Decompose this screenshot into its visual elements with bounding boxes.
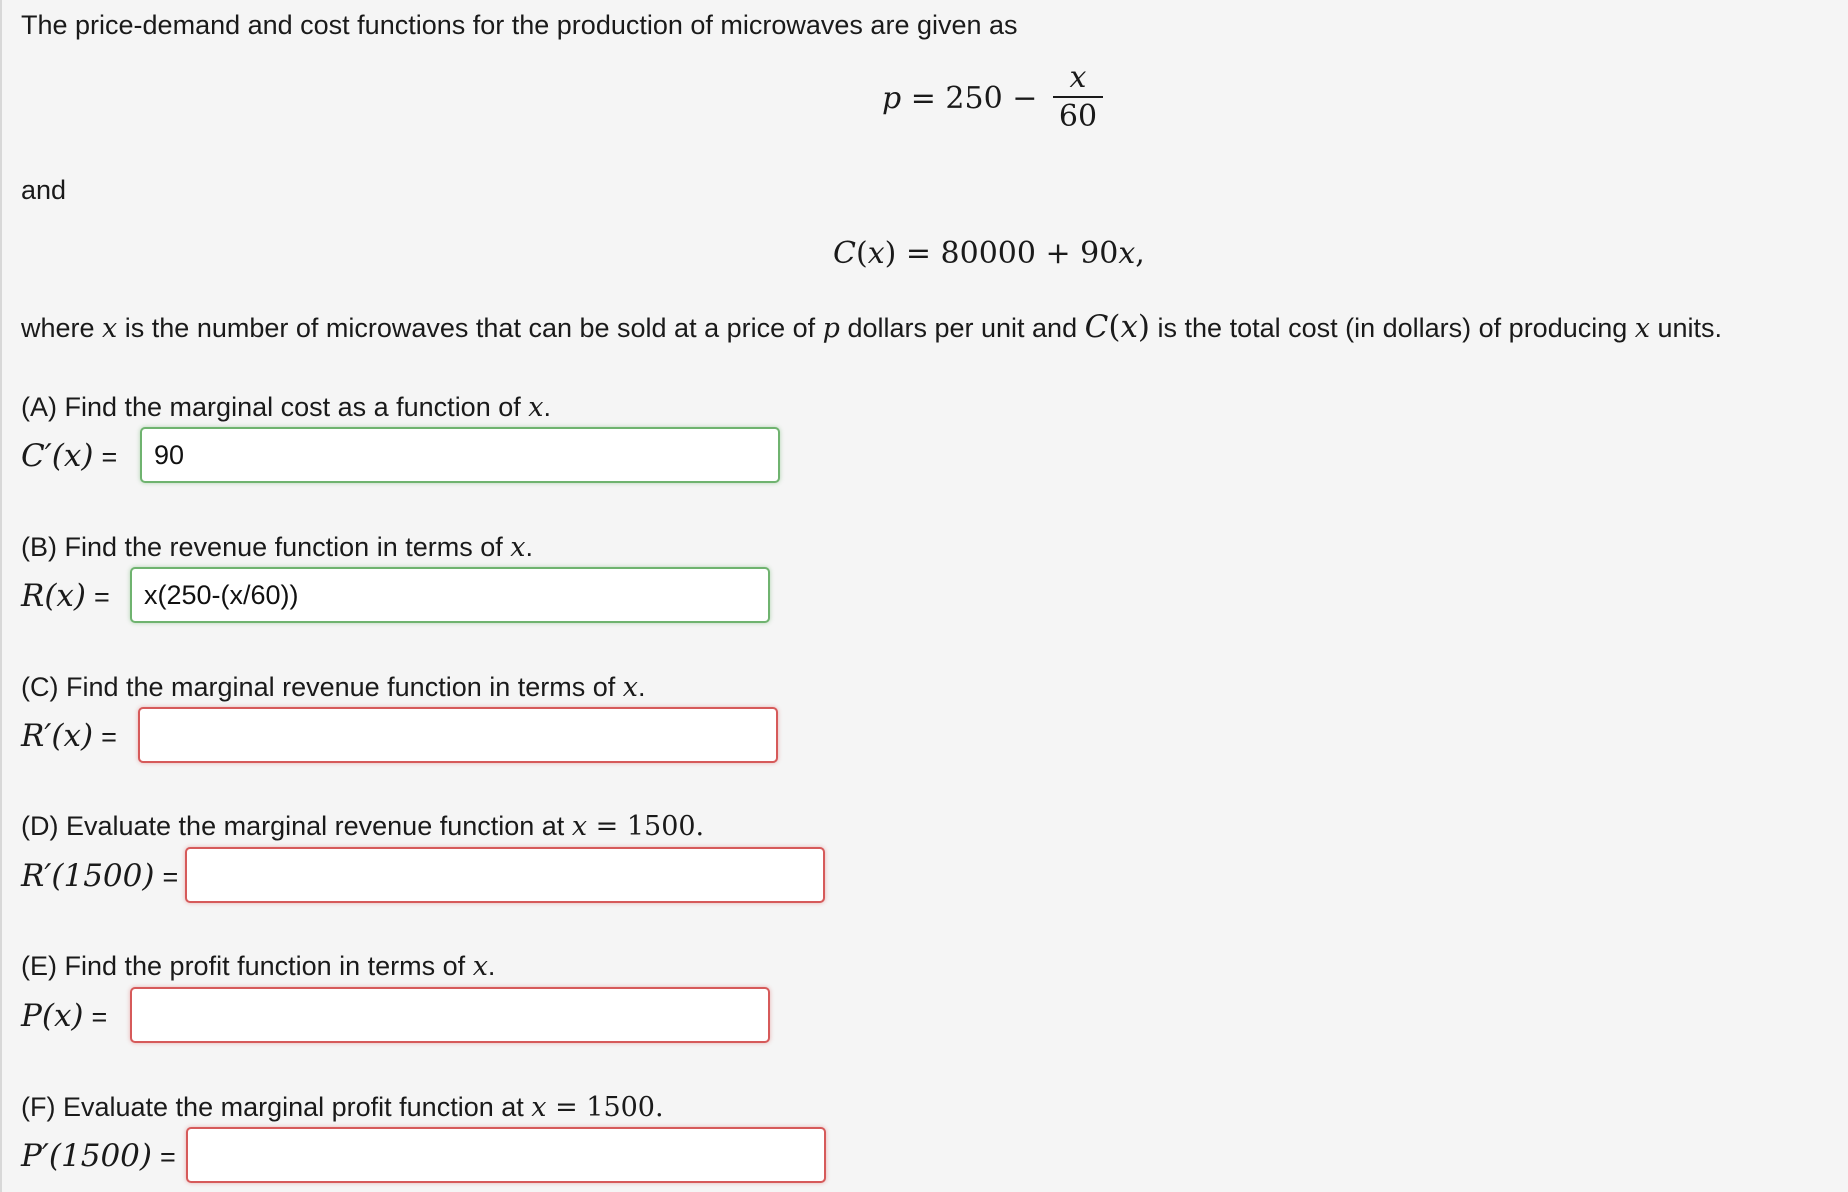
part-d-lhs-expr: R′(1500): [21, 858, 155, 894]
where-var-Cx: x: [1120, 309, 1138, 345]
part-b-lhs: [21, 578, 110, 614]
part-d-prompt-var: x: [571, 811, 588, 842]
part-d-prompt: [21, 809, 704, 844]
part-d-prompt-text: (D) Evaluate the marginal revenue function at: [21, 811, 572, 841]
part-f-prompt-text: (F) Evaluate the marginal profit function at: [21, 1092, 532, 1122]
demand-denominator: 60: [1053, 96, 1103, 136]
part-f-label: [21, 1127, 176, 1185]
part-c-label: [21, 707, 117, 765]
where-text-3: dollars per unit and: [839, 313, 1085, 343]
part-e-equals: =: [91, 1002, 108, 1032]
part-f-equals: =: [159, 1142, 176, 1172]
part-e-lhs: [21, 998, 107, 1034]
part-b-prompt-text: (B) Find the revenue function in terms of: [21, 532, 511, 562]
part-a-label: [21, 427, 117, 485]
part-b-prompt-end: .: [525, 532, 533, 562]
part-e-prompt: [21, 949, 495, 984]
part-b-equals: =: [94, 582, 110, 612]
where-line: where x is the number of microwaves that can be sold at a price of p dollars per unit and C(x) is the total cost (in dollars) of producing x units.: [21, 309, 1723, 345]
part-a-equals: =: [101, 442, 118, 472]
part-a-lhs: [21, 438, 117, 474]
part-c-prompt-text: (C) Find the marginal revenue function in terms of: [21, 672, 623, 702]
demand-equation: [882, 62, 1103, 138]
part-a-prompt: [21, 390, 551, 425]
demand-fraction: [1053, 60, 1103, 136]
part-a-prompt-end: .: [543, 392, 551, 422]
demand-eq: = 250 −: [901, 81, 1047, 116]
where-text-4: is the total cost (in dollars) of producing: [1150, 313, 1635, 343]
where-var-x: x: [102, 313, 118, 344]
where-var-C: C: [1084, 309, 1109, 345]
part-a-lhs-expr: C′(x): [21, 438, 94, 474]
part-d-answer-input[interactable]: [185, 847, 825, 903]
part-a-prompt-var: x: [528, 392, 544, 423]
part-f-lhs-expr: P′(1500): [21, 1138, 152, 1174]
where-text-5: units.: [1650, 313, 1723, 343]
where-text-2: is the number of microwaves that can be sold at a price of: [117, 313, 823, 343]
part-f-answer-input[interactable]: [186, 1127, 826, 1183]
part-b-label: [21, 567, 110, 625]
and-text: [21, 173, 66, 207]
part-e-prompt-var: x: [472, 951, 488, 982]
part-a-answer-input[interactable]: [140, 427, 780, 483]
part-f-lhs: [21, 1138, 176, 1174]
part-e-label: [21, 987, 107, 1045]
part-f-prompt-var: x: [531, 1092, 547, 1123]
part-a-prompt-text: (A) Find the marginal cost as a function of: [21, 392, 529, 422]
part-e-answer-input[interactable]: [130, 987, 770, 1043]
part-c-prompt: [21, 670, 646, 705]
part-e-prompt-text: (E) Find the profit function in terms of: [21, 951, 473, 981]
cost-equation: C(x) = 80000 + 90x,: [833, 236, 1145, 271]
part-c-prompt-var: x: [622, 672, 638, 703]
intro-line: [21, 8, 1018, 42]
where-var-p: p: [822, 313, 840, 344]
part-b-prompt-var: x: [510, 532, 526, 563]
part-b-lhs-expr: R(x): [21, 578, 87, 614]
part-c-lhs: [21, 718, 117, 754]
cost-arg: x: [867, 236, 885, 271]
part-f-prompt: [21, 1090, 664, 1125]
cost-end: ,: [1135, 236, 1145, 271]
where-text-1: where: [21, 313, 103, 343]
part-d-equals: =: [162, 862, 179, 892]
part-c-answer-input[interactable]: [138, 707, 778, 763]
part-c-lhs-expr: R′(x): [21, 718, 94, 754]
demand-lhs: p: [882, 81, 902, 116]
part-d-lhs: [21, 858, 178, 894]
part-b-answer-input[interactable]: [130, 567, 770, 623]
part-d-prompt-end: = 1500.: [587, 811, 705, 842]
cost-rhs: = 80000 + 90: [896, 236, 1119, 271]
part-b-prompt: [21, 530, 533, 565]
and-word: and: [21, 175, 67, 205]
part-d-label: [21, 847, 178, 905]
cost-lhs: C: [833, 236, 856, 271]
part-c-prompt-end: .: [638, 672, 646, 702]
demand-numerator: x: [1069, 60, 1087, 95]
part-e-prompt-end: .: [487, 951, 496, 981]
part-c-equals: =: [101, 722, 117, 752]
where-var-x2: x: [1634, 313, 1650, 344]
part-e-lhs-expr: P(x): [21, 998, 84, 1034]
part-f-prompt-end: = 1500.: [546, 1092, 664, 1123]
cost-var: x: [1118, 236, 1136, 271]
intro-text: The price-demand and cost functions for the production of microwaves are given as: [21, 10, 1018, 40]
